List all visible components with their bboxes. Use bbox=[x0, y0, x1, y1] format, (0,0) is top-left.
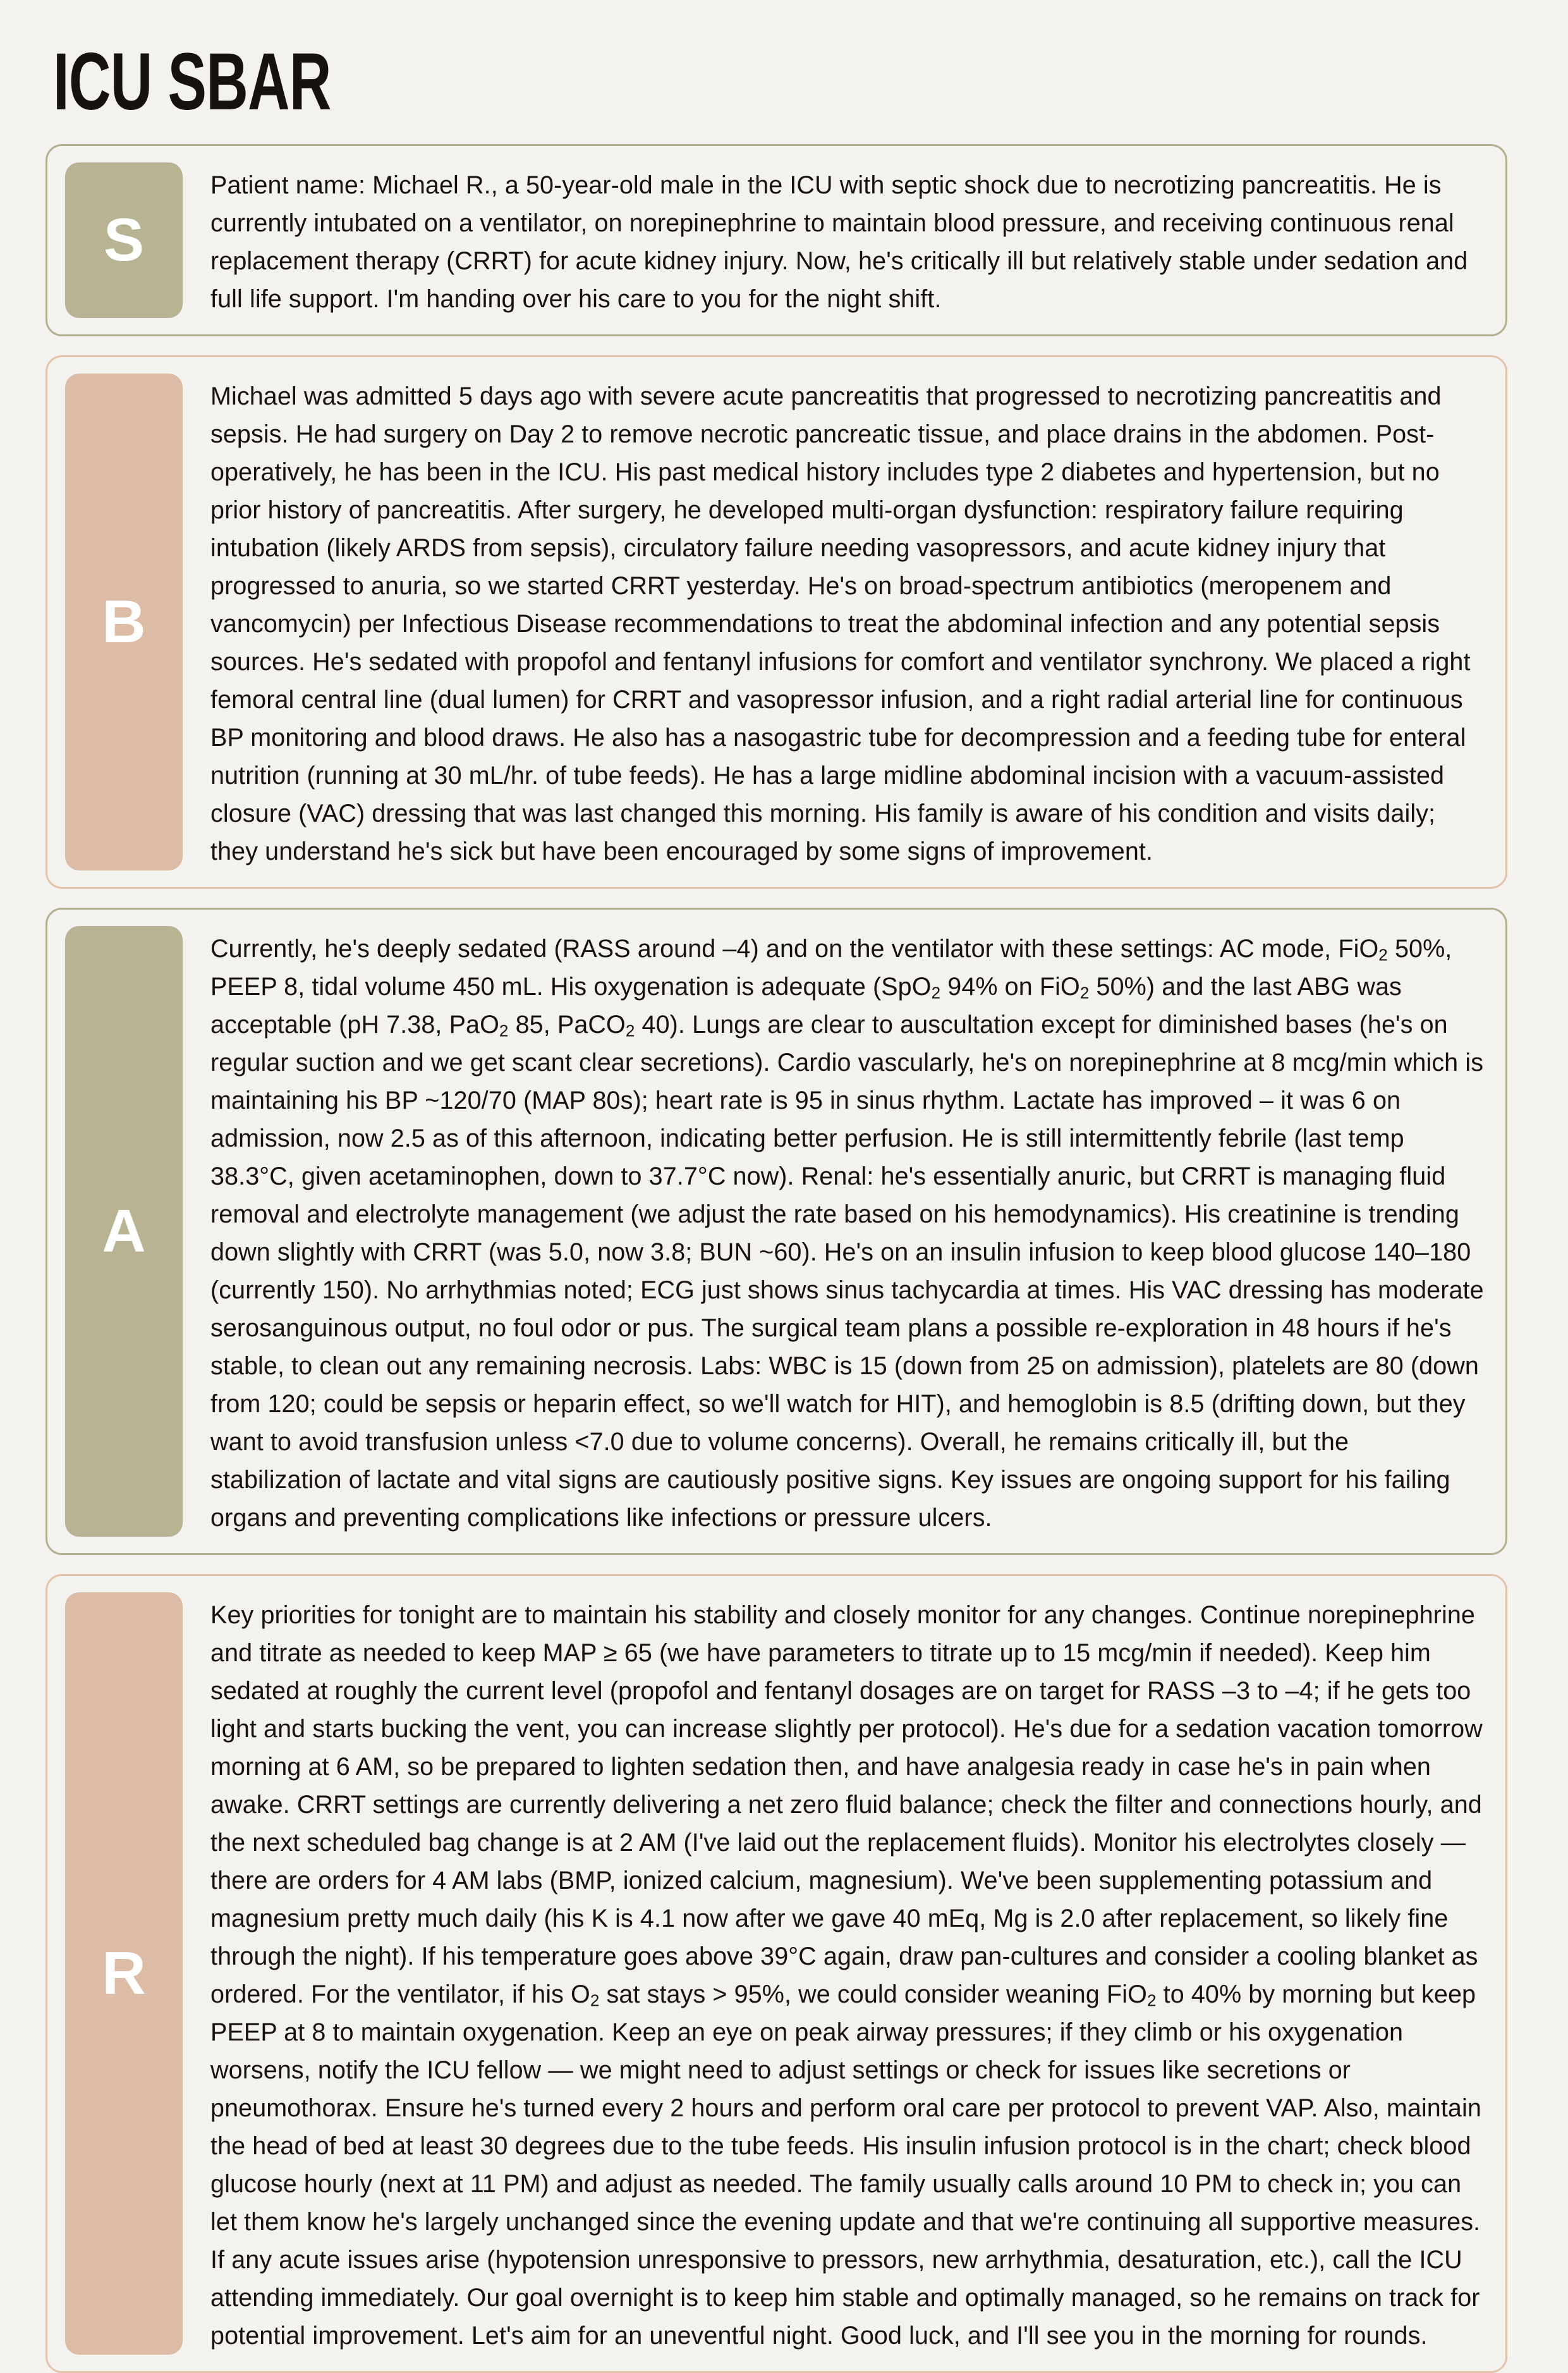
section-body-assessment: Currently, he's deeply sedated (RASS around –4) and on the ventilator with these settings: AC mode, FiO$_2$ 50%, PEEP 8, tidal volume 450 mL. His oxygenation is adequate (SpO$_2$ 94% on FiO$_2$ 50%) and the last ABG was acceptable (pH 7.38, PaO$_2$ 85, PaCO$_2$ 40). Lungs are clear to auscultation except for diminished bases (he's on regular suction and we get scant clear secretions). Cardio vascularly, he's on norepinephrine at 8 mcg/min which is maintaining his BP ~120/70 (MAP 80s); heart rate is 95 in sinus rhythm. Lactate has improved – it was 6 on admission, now 2.5 as of this afternoon, indicating better perfusion. He is still intermittently febrile (last temp 38.3°C, given acetaminophen, down to 37.7°C now). Renal: he's essentially anuric, but CRRT is managing fluid removal and electrolyte management (we adjust the rate based on his hemodynamics). His creatinine is trending down slightly with CRRT (was 5.0, now 3.8; BUN ~60). He's on an insulin infusion to keep blood glucose 140–180 (currently 150). No arrhythmias noted; ECG just shows sinus tachycardia at times. His VAC dressing has moderate serosanguinous output, no foul odor or pus. The surgical team plans a possible re-exploration in 48 hours if he's stable, to clean out any remaining necrosis. Labs: WBC is 15 (down from 25 on admission), platelets are 80 (down from 120; could be sepsis or heparin effect, so we'll watch for HIT), and hemoglobin is 8.5 (drifting down, but they want to avoid transfusion unless <7.0 due to volume concerns). Overall, he remains critically ill, but the stabilization of lactate and vital signs are cautiously positive signs. Key issues are ongoing support for his failing organs and preventing complications like infections or pressure ulcers. bbox=[210, 935, 1484, 1532]
sbar-section-recommendation bbox=[46, 1574, 1507, 2373]
section-badge-s: S bbox=[65, 162, 183, 318]
sbar-section-situation bbox=[46, 144, 1507, 336]
section-badge-a: A bbox=[65, 926, 183, 1537]
section-body-recommendation: Key priorities for tonight are to maintain his stability and closely monitor for any changes. Continue norepinephrine and titrate as needed to keep MAP ≥ 65 (we have parameters to titrate up to 15 mcg/min if needed). Keep him sedated at roughly the current level (propofol and fentanyl dosages are on target for RASS –3 to –4; if he gets too light and starts bucking the vent, you can increase slightly per protocol). He's due for a sedation vacation tomorrow morning at 6 AM, so be prepared to lighten sedation then, and have analgesia ready in case he's in pain when awake. CRRT settings are currently delivering a net zero fluid balance; check the filter and connections hourly, and the next scheduled bag change is at 2 AM (I've laid out the replacement fluids). Monitor his electrolytes closely — there are orders for 4 AM labs (BMP, ionized calcium, magnesium). We've been supplementing potassium and magnesium pretty much daily (his K is 4.1 now after we gave 40 mEq, Mg is 2.0 after replacement, so likely fine through the night). If his temperature goes above 39°C again, draw pan-cultures and consider a cooling blanket as ordered. For the ventilator, if his $O_2$ sat stays > 95%, we could consider weaning FiO$_2$ to 40% by morning but keep PEEP at 8 to maintain oxygenation. Keep an eye on peak airway pressures; if they climb or his oxygenation worsens, notify the ICU fellow — we might need to adjust settings or check for issues like secretions or pneumothorax. Ensure he's turned every 2 hours and perform oral care per protocol to prevent VAP. Also, maintain the head of bed at least 30 degrees due to the tube feeds. His insulin infusion protocol is in the chart; check blood glucose hourly (next at 11 PM) and adjust as needed. The family usually calls around 10 PM to check in; you can let them know he's largely unchanged since the evening update and that we're continuing all supportive measures. If any acute issues arise (hypotension unresponsive to pressors, new arrhythmia, desaturation, etc.), call the ICU attending immediately. Our goal overnight is to keep him stable and optimally managed, so he remains on track for potential improvement. Let's aim for an uneventful night. Good luck, and I'll see you in the morning for rounds. bbox=[210, 1601, 1483, 2350]
section-badge-b: B bbox=[65, 374, 183, 870]
sbar-section-assessment bbox=[46, 908, 1507, 1555]
page-title-sbar: SBAR bbox=[167, 37, 331, 127]
sbar-card-list bbox=[46, 144, 1507, 2373]
sbar-section-background bbox=[46, 355, 1507, 889]
section-badge-r: R bbox=[65, 1592, 183, 2355]
page-title bbox=[53, 37, 1100, 144]
section-body-background: Michael was admitted 5 days ago with severe acute pancreatitis that progressed to necrotizing pancreatitis and sepsis. He had surgery on Day 2 to remove necrotic pancreatic tissue, and place drains in the abdomen. Post-operatively, he has been in the ICU. His past medical history includes type 2 diabetes and hypertension, but no prior history of pancreatitis. After surgery, he developed multi-organ dysfunction: respiratory failure requiring intubation (likely ARDS from sepsis), circulatory failure needing vasopressors, and acute kidney injury that progressed to anuria, so we started CRRT yesterday. He's on broad-spectrum antibiotics (meropenem and vancomycin) per Infectious Disease recommendations to treat the abdominal infection and any potential sepsis sources. He's sedated with propofol and fentanyl infusions for comfort and ventilator synchrony. We placed a right femoral central line (dual lumen) for CRRT and vasopressor infusion, and a right radial arterial line for continuous BP monitoring and blood draws. He also has a nasogastric tube for decompression and a feeding tube for enteral nutrition (running at 30 mL/hr. of tube feeds). He has a large midline abdominal incision with a vacuum-assisted closure (VAC) dressing that was last changed this morning. His family is aware of his condition and visits daily; they understand he's sick but have been encouraged by some signs of improvement. bbox=[210, 382, 1471, 865]
page-title-icu: ICU bbox=[53, 37, 152, 127]
section-body-situation: Patient name: Michael R., a 50-year-old male in the ICU with septic shock due to necrotizing pancreatitis. He is currently intubated on a ventilator, on norepinephrine to maintain blood pressure, and receiving continuous renal replacement therapy (CRRT) for acute kidney injury. Now, he's critically ill but relatively stable under sedation and full life support. I'm handing over his care to you for the night shift. bbox=[210, 171, 1468, 313]
